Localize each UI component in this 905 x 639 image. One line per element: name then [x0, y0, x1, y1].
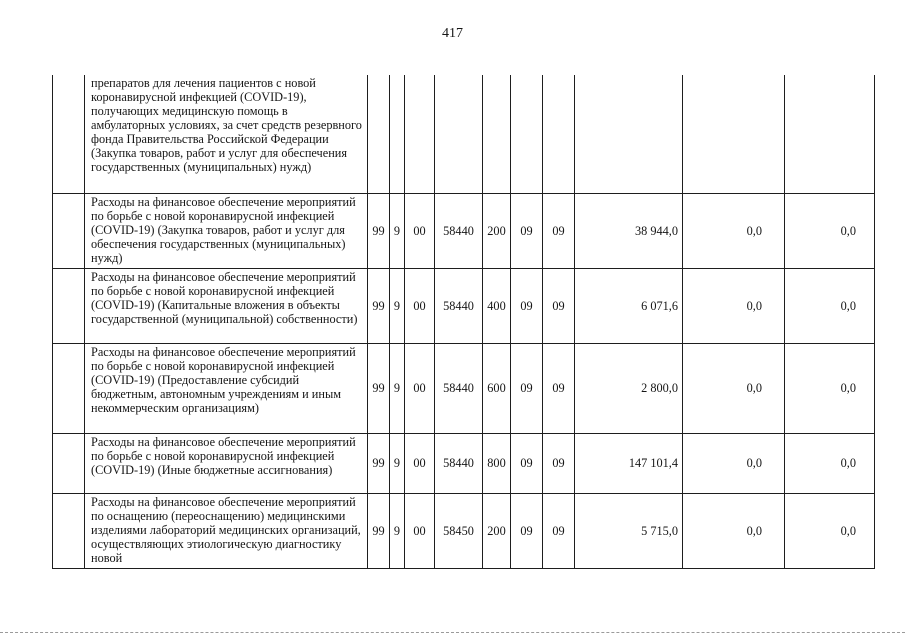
table-row	[53, 343, 875, 433]
table-body	[53, 75, 875, 568]
section-code-cell: 09	[511, 493, 543, 568]
subsection-code-cell: 09	[543, 268, 575, 343]
section-code-cell: 09	[511, 268, 543, 343]
row-number-cell	[53, 433, 85, 493]
subsection-code-cell: 09	[543, 343, 575, 433]
table-row	[53, 433, 875, 493]
main-event-code-cell: 00	[405, 268, 435, 343]
page-bottom-edge	[0, 632, 905, 633]
section-code-cell: 09	[511, 193, 543, 268]
section-code-cell: 09	[511, 433, 543, 493]
amount-year1-cell	[575, 75, 683, 193]
description-cell: препаратов для лечения пациентов с новой коронавирусной инфекцией (COVID-19), получающих медицинскую помощь в амбулаторных условиях, за счет средств резервного фонда Правительства Российской Федерации (Закупка товаров, работ и услуг для обеспечения государственных (муниципальных) нужд)	[85, 75, 368, 193]
main-event-code-cell: 00	[405, 193, 435, 268]
program-code-cell: 99	[368, 268, 390, 343]
section-code-cell	[511, 75, 543, 193]
row-number-cell	[53, 343, 85, 433]
row-number-cell	[53, 493, 85, 568]
direction-code-cell: 58440	[435, 193, 483, 268]
description-cell: Расходы на финансовое обеспечение мероприятий по борьбе с новой коронавирусной инфекцией (COVID-19) (Капитальные вложения в объекты государственной (муниципальной) собственности)	[85, 268, 368, 343]
program-code-cell: 99	[368, 433, 390, 493]
amount-year3-cell: 0,0	[785, 268, 875, 343]
direction-code-cell: 58440	[435, 433, 483, 493]
amount-year2-cell: 0,0	[683, 493, 785, 568]
main-event-code-cell	[405, 75, 435, 193]
amount-year1-cell: 5 715,0	[575, 493, 683, 568]
description-cell: Расходы на финансовое обеспечение мероприятий по борьбе с новой коронавирусной инфекцией (COVID-19) (Предоставление субсидий бюджетным, автономным учреждениям и иным некоммерческим организациям)	[85, 343, 368, 433]
table-row	[53, 193, 875, 268]
table-row	[53, 75, 875, 193]
amount-year3-cell: 0,0	[785, 343, 875, 433]
program-code-cell: 99	[368, 343, 390, 433]
row-number-cell	[53, 75, 85, 193]
direction-code-cell: 58440	[435, 268, 483, 343]
amount-year3-cell: 0,0	[785, 193, 875, 268]
direction-code-cell: 58440	[435, 343, 483, 433]
amount-year3-cell: 0,0	[785, 493, 875, 568]
expense-type-cell: 200	[483, 193, 511, 268]
page-number: 417	[442, 26, 463, 41]
subprogram-code-cell: 9	[390, 493, 405, 568]
subsection-code-cell: 09	[543, 193, 575, 268]
amount-year1-cell: 147 101,4	[575, 433, 683, 493]
expense-type-cell: 800	[483, 433, 511, 493]
budget-table	[52, 75, 875, 569]
table-row	[53, 493, 875, 568]
amount-year2-cell: 0,0	[683, 268, 785, 343]
expense-type-cell	[483, 75, 511, 193]
row-number-cell	[53, 268, 85, 343]
amount-year2-cell: 0,0	[683, 193, 785, 268]
program-code-cell: 99	[368, 493, 390, 568]
program-code-cell	[368, 75, 390, 193]
expense-type-cell: 600	[483, 343, 511, 433]
amount-year2-cell: 0,0	[683, 433, 785, 493]
main-event-code-cell: 00	[405, 493, 435, 568]
subsection-code-cell	[543, 75, 575, 193]
subprogram-code-cell: 9	[390, 193, 405, 268]
subsection-code-cell: 09	[543, 433, 575, 493]
amount-year2-cell: 0,0	[683, 343, 785, 433]
amount-year2-cell	[683, 75, 785, 193]
description-cell: Расходы на финансовое обеспечение мероприятий по оснащению (переоснащению) медицинскими изделиями лабораторий медицинских организаций, осуществляющих этиологическую диагностику новой	[85, 493, 368, 568]
subprogram-code-cell	[390, 75, 405, 193]
row-number-cell	[53, 193, 85, 268]
amount-year1-cell: 2 800,0	[575, 343, 683, 433]
direction-code-cell: 58450	[435, 493, 483, 568]
description-cell: Расходы на финансовое обеспечение мероприятий по борьбе с новой коронавирусной инфекцией (COVID-19) (Закупка товаров, работ и услуг для обеспечения государственных (муниципальных) нужд)	[85, 193, 368, 268]
amount-year3-cell: 0,0	[785, 433, 875, 493]
main-event-code-cell: 00	[405, 433, 435, 493]
expense-type-cell: 200	[483, 493, 511, 568]
section-code-cell: 09	[511, 343, 543, 433]
subsection-code-cell: 09	[543, 493, 575, 568]
direction-code-cell	[435, 75, 483, 193]
subprogram-code-cell: 9	[390, 433, 405, 493]
program-code-cell: 99	[368, 193, 390, 268]
subprogram-code-cell: 9	[390, 343, 405, 433]
subprogram-code-cell: 9	[390, 268, 405, 343]
amount-year1-cell: 6 071,6	[575, 268, 683, 343]
amount-year1-cell: 38 944,0	[575, 193, 683, 268]
main-event-code-cell: 00	[405, 343, 435, 433]
table-row	[53, 268, 875, 343]
description-cell: Расходы на финансовое обеспечение мероприятий по борьбе с новой коронавирусной инфекцией (COVID-19) (Иные бюджетные ассигнования)	[85, 433, 368, 493]
expense-type-cell: 400	[483, 268, 511, 343]
amount-year3-cell	[785, 75, 875, 193]
